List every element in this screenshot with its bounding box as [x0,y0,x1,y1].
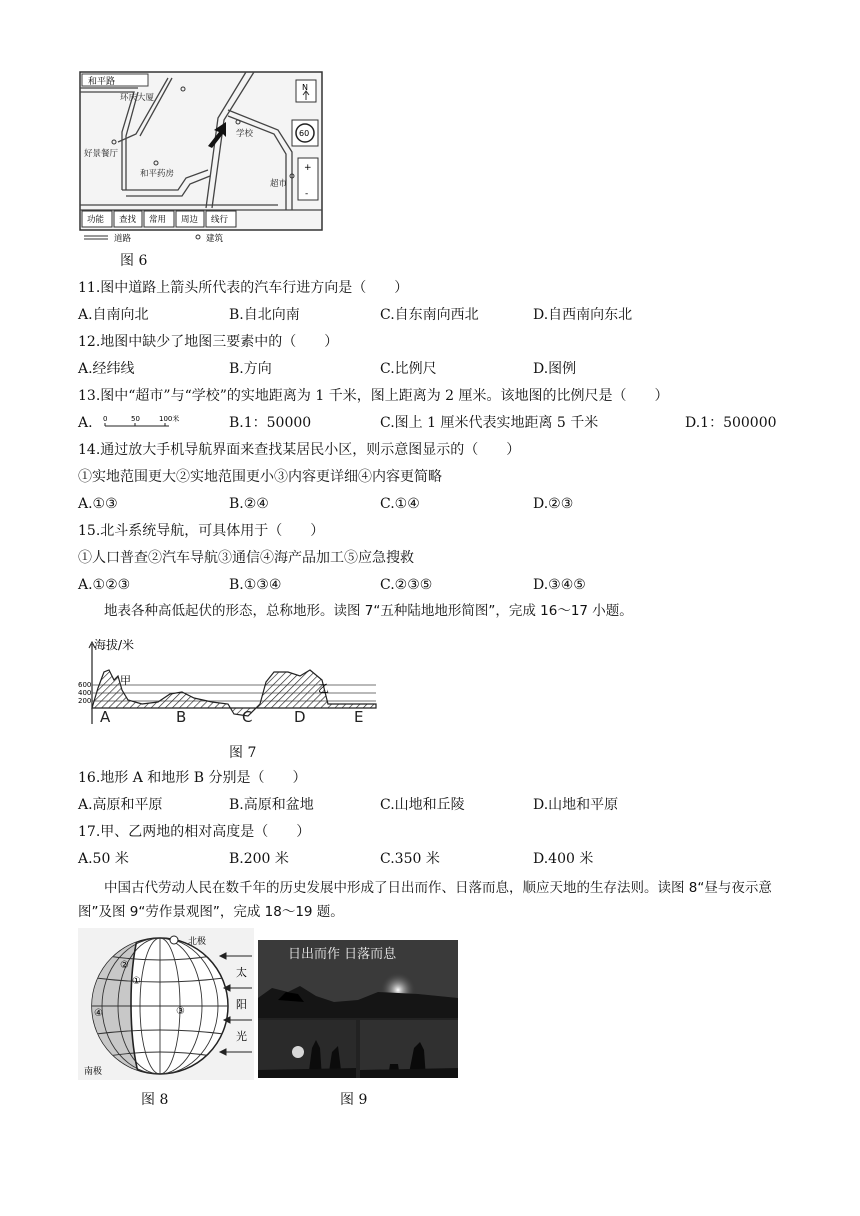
south-pole-label: 南极 [84,1067,103,1077]
place-label: 和平药房 [140,169,175,179]
landform-letter: D [294,708,306,726]
map-button: 查找 [119,215,137,225]
zoom-minus: - [305,189,309,199]
q16-option-a: A.高原和平原 [78,797,163,813]
q13-option-d: D.1：500000 [685,415,777,431]
north-pole-label: 北极 [188,937,207,947]
scale-tick-label: 100米 [159,415,180,423]
sunlight-char: 光 [236,1030,247,1043]
q13-option-a-label: A. [78,415,93,431]
point-jia: 甲 [120,674,131,687]
point-yi: 乙 [318,682,329,695]
q11-option-b: B.自北向南 [229,307,300,323]
fig7-tick: 200 [78,697,92,705]
figure-7-landform-profile [78,632,398,726]
legend-building: 建筑 [206,234,224,244]
landform-letter: A [100,708,111,726]
map-button: 周边 [181,215,199,225]
figure-9-caption: 图 9 [340,1092,368,1108]
place-label: 环庆大厦 [120,93,155,103]
map-button: 线行 [211,215,229,225]
fig7-ylabel: 海拔/米 [94,638,135,652]
globe-number: ② [120,960,129,971]
globe-number: ④ [94,1008,103,1019]
q12-option-a: A.经纬线 [78,361,135,377]
q12-option-c: C.比例尺 [380,361,437,377]
place-label: 好景餐厅 [84,149,119,159]
q15-option-b: B.①③④ [229,577,282,593]
scale-tick-label: 50 [131,415,140,423]
q17-option-d: D.400 米 [533,851,594,867]
question-16-stem: 16.地形 A 和地形 B 分别是（ ） [78,770,307,786]
zoom-plus: + [304,163,312,173]
q14-option-d: D.②③ [533,496,574,512]
q15-option-d: D.③④⑤ [533,577,586,593]
place-label: 学校 [236,129,254,139]
globe-number: ① [132,976,141,987]
fig9-banner: 日出而作 日落而息 [288,947,397,962]
q11-option-a: A.自南向北 [78,307,149,323]
globe-number: ③ [176,1006,185,1017]
q16-option-c: C.山地和丘陵 [380,797,465,813]
q15-option-c: C.②③⑤ [380,577,433,593]
figure-9-labor-scene [258,940,458,1078]
q16-option-d: D.山地和平原 [533,797,619,813]
question-14-items: ①实地范围更大②实地范围更小③内容更详细④内容更简略 [78,469,442,485]
fig7-tick: 600 [78,681,92,689]
figure-7-caption: 图 7 [229,745,257,761]
q14-option-a: A.①③ [78,496,118,512]
q13-option-c: C.图上 1 厘米代表实地距离 5 千米 [380,415,599,431]
q13-option-b: B.1：50000 [229,415,312,431]
q12-option-d: D.图例 [533,361,577,377]
fig7-tick: 400 [78,689,92,697]
q17-option-c: C.350 米 [380,851,440,867]
figure-6-map [78,70,328,246]
map-button: 功能 [87,215,105,225]
q17-option-b: B.200 米 [229,851,289,867]
sunlight-char: 太 [236,966,247,979]
q11-option-c: C.自东南向西北 [380,307,479,323]
landform-letter: B [176,708,187,726]
road-label: 和平路 [88,77,116,87]
speed-label: 60 [299,129,310,138]
intro-paragraph-18-19: 中国古代劳动人民在数千年的历史发展中形成了日出而作、日落而息，顺应天地的生存法则。读图 8“昼与夜示意图”及图 9“劳作景观图”，完成 18～19 题。 [78,880,772,920]
landform-letter: E [354,708,364,726]
legend-road: 道路 [114,234,132,244]
q13-option-a [78,414,189,432]
question-11-stem: 11.图中道路上箭头所代表的汽车行进方向是（ ） [78,280,409,296]
q15-option-a: A.①②③ [78,577,131,593]
question-14-stem: 14.通过放大手机导航界面来查找某居民小区，则示意图显示的（ ） [78,442,521,458]
q12-option-b: B.方向 [229,361,272,377]
sunlight-char: 阳 [236,998,247,1011]
scale-tick-label: 0 [103,415,108,423]
figure-8-day-night-globe [78,928,254,1080]
compass-label: N [302,83,308,92]
question-12-stem: 12.地图中缺少了地图三要素中的（ ） [78,334,339,350]
question-17-stem: 17.甲、乙两地的相对高度是（ ） [78,824,311,840]
q17-option-a: A.50 米 [78,851,129,867]
question-15-stem: 15.北斗系统导航，可具体用于（ ） [78,523,325,539]
figure-6-caption: 图 6 [120,253,148,269]
q14-option-b: B.②④ [229,496,269,512]
landform-letter: C [242,708,253,726]
place-label: 超市 [270,179,288,189]
question-13-stem: 13.图中“超市”与“学校”的实地距离为 1 千米，图上距离为 2 厘米。该地图的比例尺是（ ） [78,388,669,404]
scale-bar-graphic [97,413,189,429]
map-button: 常用 [149,215,167,225]
intro-paragraph-16-17: 地表各种高低起伏的形态，总称地形。读图 7“五种陆地地形简图”，完成 16～17 小题。 [104,603,633,619]
figure-8-caption: 图 8 [141,1092,169,1108]
q14-option-c: C.①④ [380,496,420,512]
q11-option-d: D.自西南向东北 [533,307,633,323]
question-15-items: ①人口普查②汽车导航③通信④海产品加工⑤应急搜救 [78,550,414,566]
q16-option-b: B.高原和盆地 [229,797,314,813]
